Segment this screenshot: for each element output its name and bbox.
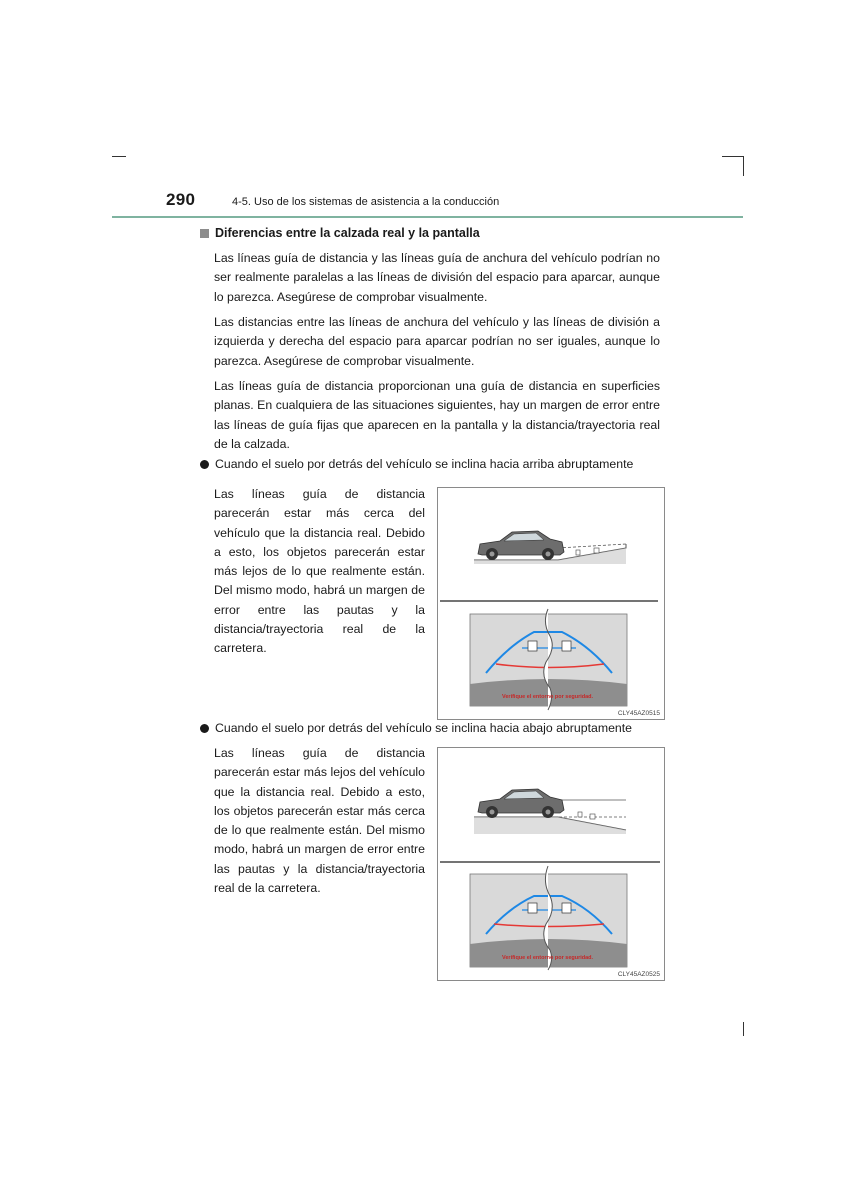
bullet-uphill: [200, 455, 633, 474]
uphill-figure-code: CLY45AZ0515: [617, 710, 660, 717]
bullet-downhill-text: Cuando el suelo por detrás del vehículo se inclina hacia abajo abruptamente: [215, 721, 633, 735]
uphill-screen-warning: Verifique el entorno por seguridad.: [502, 694, 594, 700]
crop-mark-top-left: [112, 156, 126, 157]
crop-mark-bottom-right: [743, 1022, 744, 1036]
downhill-illustration: [438, 748, 664, 980]
page-number: 290: [166, 190, 196, 209]
downhill-figure-code: CLY45AZ0525: [617, 971, 660, 978]
square-bullet-icon: [200, 229, 209, 238]
crop-mark-top-right-h: [722, 156, 744, 157]
section-title: 4-5. Uso de los sistemas de asistencia a la conducción: [232, 196, 500, 208]
downhill-description: Las líneas guía de distancia parecerán estar más lejos del vehículo que la distancia real. Debido a esto, los objetos parecerán estar más cerca de lo que realmente están. Del mismo modo, habrá un margen de error entre las pautas y la distancia/trayectoria real de la carretera.: [214, 746, 425, 896]
header-rule: [112, 216, 743, 218]
crop-mark-top-right-v: [743, 156, 744, 176]
paragraph-3: Las líneas guía de distancia proporcionan una guía de distancia en superficies planas. En cualquiera de las situaciones siguientes, hay un margen de error entre las líneas de guía fijas que aparecen en la pantalla y la distancia/trayectoria real de la calzada.: [214, 379, 660, 451]
section-heading-text: Diferencias entre la calzada real y la pantalla: [215, 226, 480, 240]
bullet-downhill: [200, 719, 632, 738]
section-heading: [200, 226, 480, 240]
paragraph-2: Las distancias entre las líneas de anchura del vehículo y las líneas de división a izquierda y derecha del espacio para aparcar podrían no ser iguales, aunque lo parezca. Asegúrese de comprobar visualmente.: [214, 315, 660, 368]
uphill-illustration: [438, 488, 664, 719]
uphill-description: Las líneas guía de distancia parecerán estar más cerca del vehículo que la distancia real. Debido a esto, los objetos parecerán estar más lejos de lo que realmente están. Del mismo modo, habrá un margen de error entre las pautas y la distancia/trayectoria real de la carretera.: [214, 487, 425, 656]
bullet-uphill-text: Cuando el suelo por detrás del vehículo se inclina hacia arriba abruptamente: [215, 457, 634, 471]
bullet-icon: [200, 724, 209, 733]
paragraph-1: Las líneas guía de distancia y las líneas guía de anchura del vehículo podrían no ser realmente paralelas a las líneas de división del espacio para aparcar, aunque lo parezca. Asegúrese de comprobar visualmente.: [214, 251, 660, 304]
figure-downhill: [437, 747, 665, 981]
figure-uphill: [437, 487, 665, 720]
bullet-icon: [200, 460, 209, 469]
downhill-screen-warning: Verifique el entorno por seguridad.: [502, 955, 594, 961]
